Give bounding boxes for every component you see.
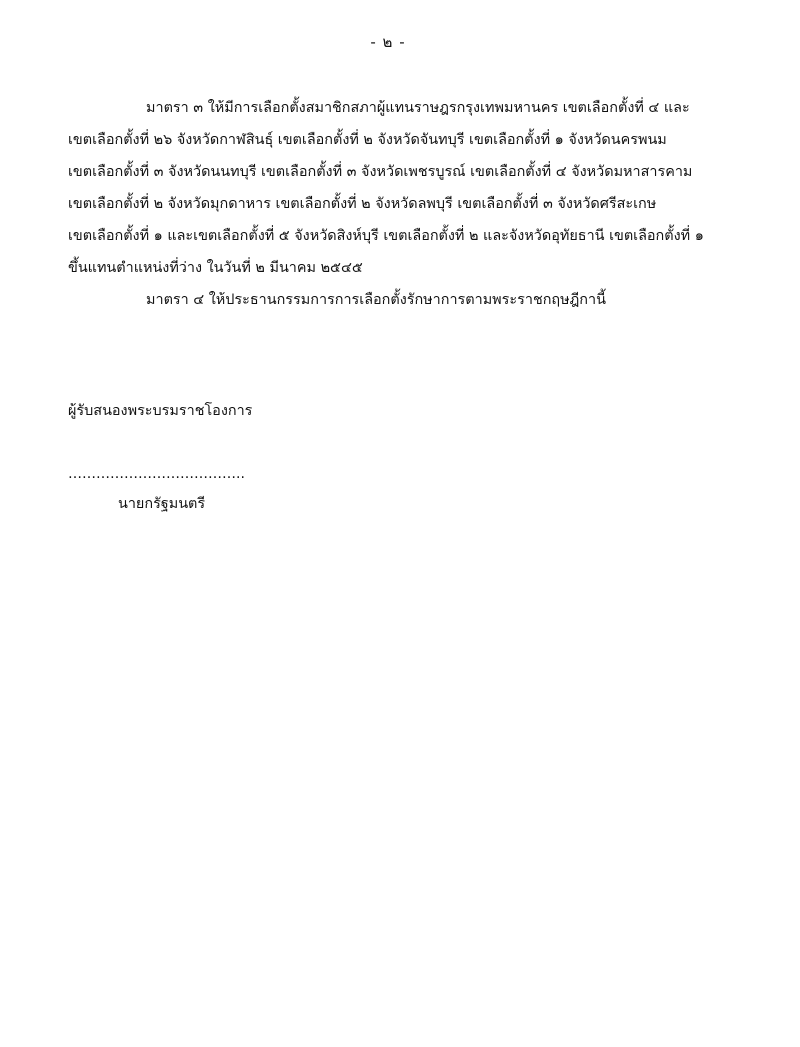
section-3-line-2: เขตเลือกตั้งที่ ๒๖ จังหวัดกาฬสินธุ์ เขตเลือกตั้งที่ ๒ จังหวัดจันทบุรี เขตเลือกตั้งที่ ๑ จังหวัดนครพนม (68, 132, 667, 148)
page-number: - ๒ - (370, 33, 406, 51)
section-3-line-4: เขตเลือกตั้งที่ ๒ จังหวัดมุกดาหาร เขตเลือกตั้งที่ ๒ จังหวัดลพบุรี เขตเลือกตั้งที่ ๓ จังหวัดศรีสะเกษ (68, 196, 657, 212)
signature-block (68, 396, 468, 518)
decree-body (68, 92, 733, 316)
section-3-line-3: เขตเลือกตั้งที่ ๓ จังหวัดนนทบุรี เขตเลือกตั้งที่ ๓ จังหวัดเพชรบูรณ์ เขตเลือกตั้งที่ ๔ จังหวัดมหาสารคาม (68, 164, 693, 180)
section-3-line-1: มาตรา ๓ ให้มีการเลือกตั้งสมาชิกสภาผู้แทนราษฎรกรุงเทพมหานคร เขตเลือกตั้งที่ ๔ และ (146, 100, 690, 116)
prime-minister-title: นายกรัฐมนตรี (118, 496, 206, 512)
section-3-line-5: เขตเลือกตั้งที่ ๑ และเขตเลือกตั้งที่ ๕ จังหวัดสิงห์บุรี เขตเลือกตั้งที่ ๒ และจังหวัดอุทัยธานี เขตเลือกตั้งที่ ๑ (68, 228, 704, 244)
countersign-label: ผู้รับสนองพระบรมราชโองการ (68, 403, 253, 419)
section-3-line-6: ขึ้นแทนตำแหน่งที่ว่าง ในวันที่ ๒ มีนาคม ๒๕๔๕ (68, 260, 363, 276)
signature-line: ……………………………….. (68, 466, 245, 482)
section-4-line-1: มาตรา ๔ ให้ประธานกรรมการการเลือกตั้งรักษาการตามพระราชกฤษฎีกานี้ (146, 292, 606, 308)
